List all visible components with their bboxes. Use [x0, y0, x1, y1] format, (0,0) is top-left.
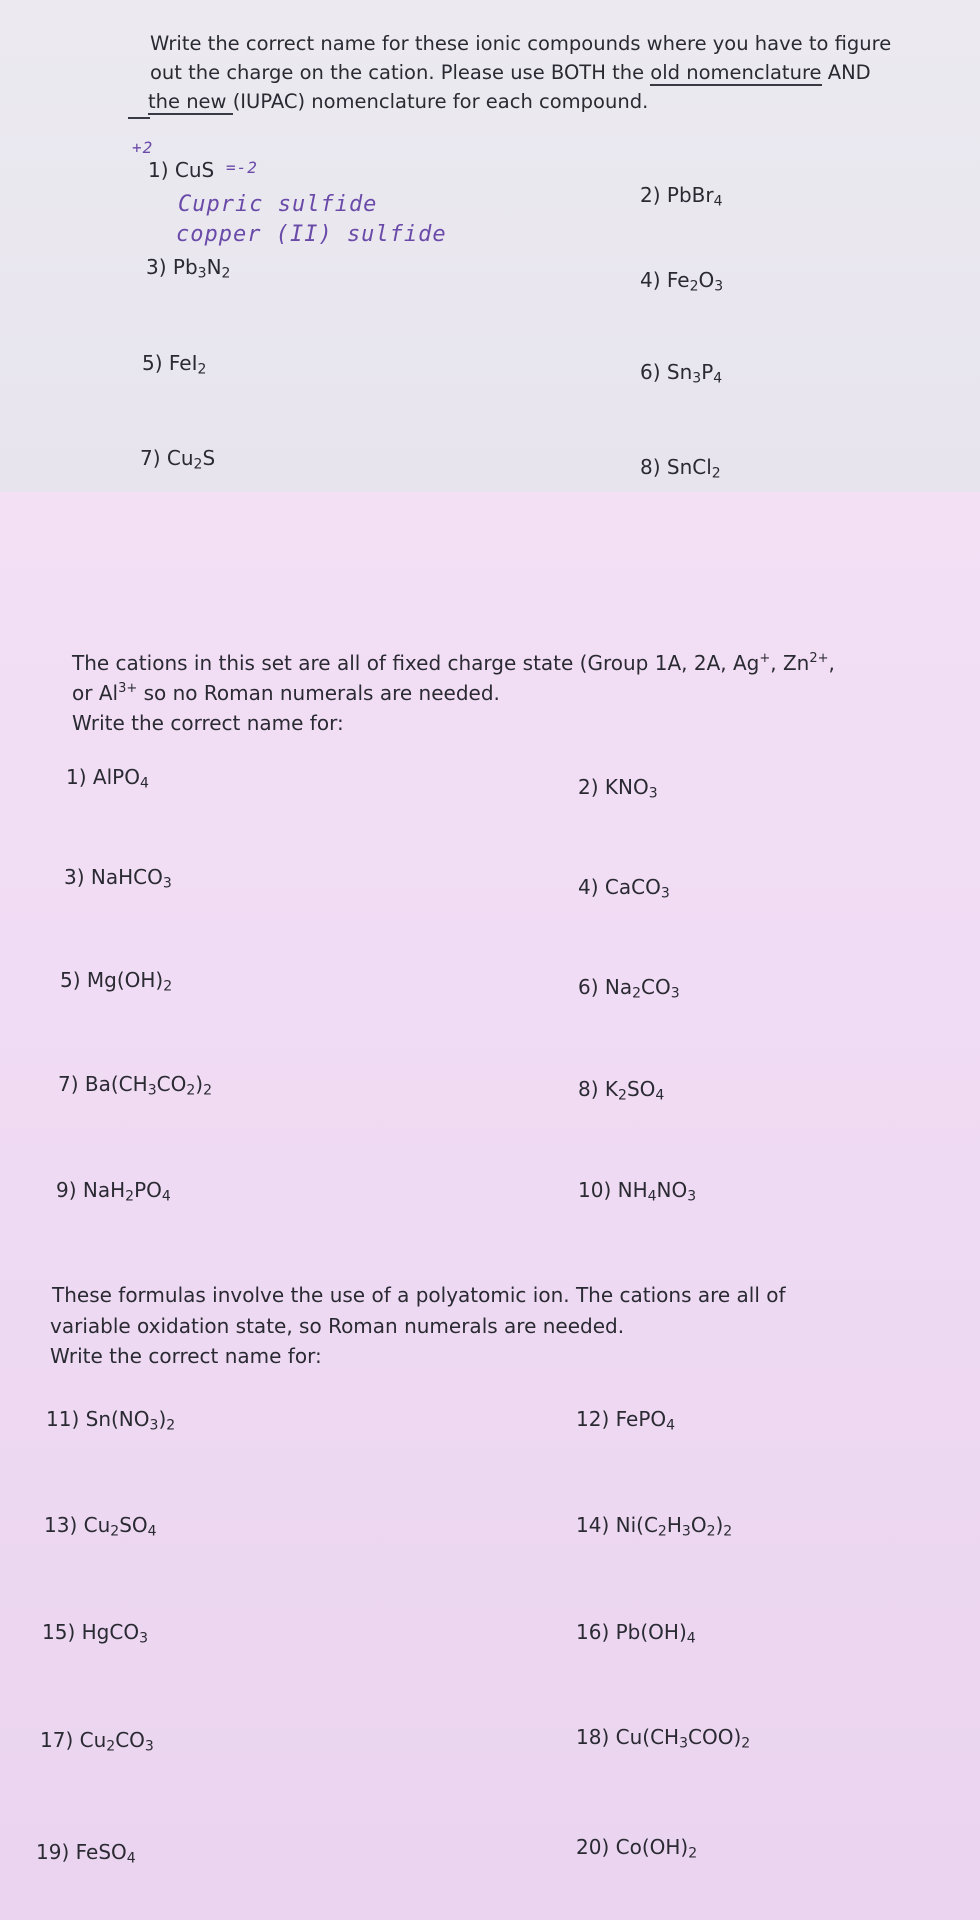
- item-number: 3): [146, 255, 167, 279]
- section1-instruction-old-nomenclature: old nomenclature: [650, 61, 822, 84]
- section1-instruction-line3b: (IUPAC) nomenclature for each compound.: [232, 90, 649, 113]
- formula: $Cu_2S$: [166, 446, 216, 473]
- s2-item-7: [58, 1072, 212, 1099]
- formula: $Pb_3N_2$: [172, 255, 231, 282]
- formula: $Na_2CO_3$: [604, 975, 680, 1002]
- formula: PbBr$_4$: [666, 183, 723, 210]
- item-number: 2): [640, 183, 661, 207]
- formula: $Sn_3P_4$: [666, 360, 723, 387]
- s2-item-8: [578, 1077, 665, 1104]
- item-number: 15): [42, 1620, 76, 1644]
- s3-item-14: [576, 1513, 733, 1540]
- s2-item-5: [60, 968, 173, 995]
- item-number: 8): [640, 455, 661, 479]
- section1-instruction-line2c: AND: [821, 61, 871, 84]
- item-number: 6): [640, 360, 661, 384]
- s3-item-15: [42, 1620, 148, 1647]
- s3-item-13: [44, 1513, 157, 1540]
- item-number: 10): [578, 1178, 612, 1202]
- item-number: 7): [140, 446, 161, 470]
- formula: $Cu(CH_3COO)_2$: [615, 1725, 751, 1752]
- formula: FeSO$_4$: [75, 1840, 136, 1867]
- handwritten-old-name: Cupric sulfide: [178, 192, 378, 217]
- s2-item-9: [56, 1178, 171, 1205]
- item-number: 16): [576, 1620, 610, 1644]
- section2-instruction-line1: The cations in this set are all of fixed charge state (Group 1A, 2A, Ag+, $Zn^{2+}$,: [72, 651, 835, 675]
- s2-item-6: [578, 975, 680, 1002]
- formula: AlPO$_4$: [92, 765, 149, 792]
- s2-item-3: [64, 865, 172, 892]
- handwritten-charge-anion: =-2: [226, 158, 258, 177]
- item-number: 18): [576, 1725, 610, 1749]
- section3-instruction-line3: Write the correct name for:: [50, 1344, 322, 1368]
- formula: $Ni(C_2H_3O_2)_2$: [615, 1513, 733, 1540]
- formula: CuS: [174, 158, 215, 182]
- formula: $Mg(OH)_2$: [86, 968, 173, 995]
- section1-instruction-line1: Write the correct name for these ionic compounds where you have to figure: [150, 32, 892, 55]
- item-number: 1): [148, 158, 169, 182]
- formula: $NH_4NO_3$: [617, 1178, 697, 1205]
- formula: $Fe_2O_3$: [666, 268, 724, 295]
- section2-instruction-line3: Write the correct name for:: [72, 711, 344, 735]
- item-number: 4): [640, 268, 661, 292]
- s3-item-11: [46, 1407, 176, 1434]
- item-number: 13): [44, 1513, 78, 1537]
- item-number: 6): [578, 975, 599, 999]
- formula: $Ba(CH_3CO_2)_2$: [84, 1072, 212, 1099]
- formula: CaCO$_3$: [604, 875, 670, 902]
- item-number: 7): [58, 1072, 79, 1096]
- section3-instruction-line2: variable oxidation state, so Roman numerals are needed.: [50, 1314, 625, 1338]
- section2-instruction-line2: or $Al^{3+}$ so no Roman numerals are needed.: [72, 681, 500, 705]
- s3-item-17: [40, 1728, 154, 1755]
- item-number: 5): [142, 351, 163, 375]
- formula: FePO$_4$: [615, 1407, 676, 1434]
- section1-instruction-new: the new: [148, 90, 233, 113]
- item-number: 17): [40, 1728, 74, 1752]
- section1-instruction-line2: [150, 59, 871, 86]
- formula: HgCO$_3$: [81, 1620, 148, 1647]
- formula: NaHCO$_3$: [90, 865, 172, 892]
- item-number: 9): [56, 1178, 77, 1202]
- item-number: 1): [66, 765, 87, 789]
- s1-item-7: [140, 446, 216, 473]
- section3-instruction-line1: These formulas involve the use of a polyatomic ion. The cations are all of: [52, 1283, 786, 1307]
- s2-item-1: [66, 765, 149, 792]
- formula: FeI$_2$: [168, 351, 207, 378]
- section1-instruction-line3: [148, 88, 648, 115]
- formula: $Cu_2SO_4$: [83, 1513, 157, 1540]
- item-number: 11): [46, 1407, 80, 1431]
- formula: $NaH_2PO_4$: [82, 1178, 171, 1205]
- formula: $Pb(OH)_4$: [615, 1620, 696, 1647]
- section1-instruction-line2a: out the charge on the cation. Please use BOTH the: [150, 61, 651, 84]
- s3-item-12: [576, 1407, 676, 1434]
- item-number: 3): [64, 865, 85, 889]
- s1-item-6: [640, 360, 723, 387]
- s1-item-4: [640, 268, 724, 295]
- item-number: 20): [576, 1835, 610, 1859]
- s2-item-10: [578, 1178, 697, 1205]
- handwritten-charge-cation: +2: [132, 138, 154, 157]
- s1-item-1: [148, 158, 214, 182]
- s3-item-16: [576, 1620, 696, 1647]
- item-number: 12): [576, 1407, 610, 1431]
- item-number: 2): [578, 775, 599, 799]
- formula: $Cu_2CO_3$: [79, 1728, 154, 1755]
- item-number: 19): [36, 1840, 70, 1864]
- formula: $KNO_3$: [604, 775, 658, 802]
- formula: $Co(OH)_2$: [615, 1835, 698, 1862]
- s1-item-5: [142, 351, 207, 378]
- item-number: 5): [60, 968, 81, 992]
- s3-item-20: [576, 1835, 698, 1862]
- formula: $K_2SO_4$: [604, 1077, 665, 1104]
- s3-item-19: [36, 1840, 136, 1867]
- s1-item-8: [640, 455, 721, 482]
- item-number: 4): [578, 875, 599, 899]
- formula: $Sn(NO_3)_2$: [85, 1407, 176, 1434]
- formula: SnCl$_2$: [666, 455, 721, 482]
- s1-item-3: [146, 255, 231, 282]
- s2-item-4: [578, 875, 670, 902]
- item-number: 14): [576, 1513, 610, 1537]
- handwritten-new-name: copper (II) sulfide: [176, 222, 447, 247]
- s3-item-18: [576, 1725, 751, 1752]
- s1-item-2: [640, 183, 723, 210]
- s2-item-2: [578, 775, 658, 802]
- item-number: 8): [578, 1077, 599, 1101]
- section1-underline-left: [128, 117, 150, 119]
